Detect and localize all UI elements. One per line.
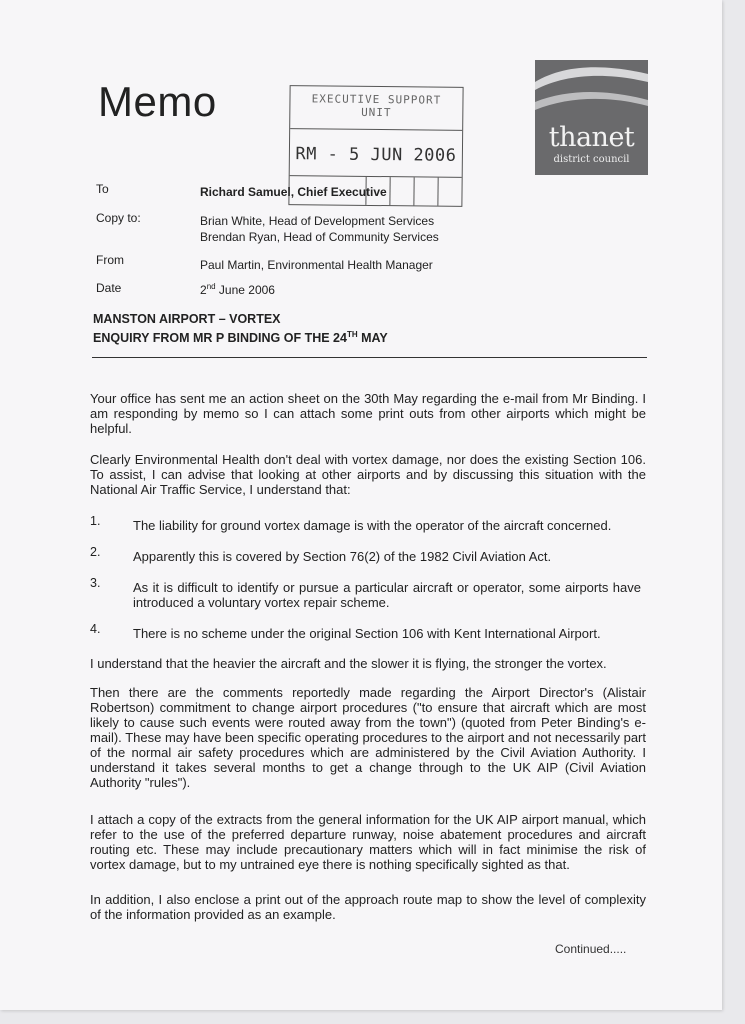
paragraph-6: In addition, I also enclose a print out of the approach route map to show the level of complexity of the information provided as an example. — [90, 892, 646, 922]
to-value: Richard Samuel, Chief Executive — [200, 185, 387, 199]
paragraph-4: Then there are the comments reportedly made regarding the Airport Director's (Alistair Robertson) commitment to change airport procedures ("to ensure that aircraft which are most likely to cause such events were routed away from the town") (quoted from Peter Binding's e-mail). These may have been specific operating procedures to the airport and not necessarily part of the normal air safety procedures which are administered by the Civil Aviation Authority. I understand it takes several months to get a change through to the UK AIP (Civil Aviation Authority "rules"). — [90, 685, 646, 790]
subject-line-2 — [93, 327, 388, 346]
list-item-number: 1. — [90, 514, 101, 528]
stamp-date: RM - 5 JUN 2006 — [295, 144, 457, 166]
from-value: Paul Martin, Environmental Health Manager — [200, 258, 433, 272]
list-item-number: 4. — [90, 622, 101, 636]
date-rest: June 2006 — [215, 283, 275, 297]
stamp-line-2: UNIT — [361, 105, 392, 120]
date-day: 2 — [200, 283, 207, 297]
subject-line-1: MANSTON AIRPORT – VORTEX — [93, 312, 281, 326]
list-item-number: 3. — [90, 576, 101, 590]
copy-to-label: Copy to: — [96, 211, 141, 225]
paragraph-2: Clearly Environmental Health don't deal with vortex damage, nor does the existing Section 106. To assist, I can advise that looking at other airports and by discussing this situation with the National Air Traffic Service, I understand that: — [90, 452, 646, 497]
date-ordinal: nd — [206, 282, 216, 291]
list-item-text: There is no scheme under the original Section 106 with Kent International Airport. — [133, 626, 601, 641]
date-value — [200, 282, 275, 297]
stamp-grid-divider — [413, 177, 414, 205]
paragraph-1: Your office has sent me an action sheet on the 30th May regarding the e-mail from Mr Binding. I am responding by memo so I can attach some print outs from other airports which might be helpful. — [90, 391, 646, 436]
stamp-line-1: EXECUTIVE SUPPORT — [311, 92, 442, 107]
header-divider — [92, 357, 647, 358]
subject — [93, 311, 388, 346]
stamp-grid-divider — [437, 178, 438, 206]
subject-line-2-ordinal: TH — [346, 330, 358, 339]
stamp-grid-divider — [389, 177, 390, 205]
memo-title: Memo — [98, 78, 217, 125]
continued-note: Continued..... — [555, 942, 627, 956]
list-item-text: Apparently this is covered by Section 76(2) of the 1982 Civil Aviation Act. — [133, 549, 552, 564]
to-label: To — [96, 182, 109, 196]
copy-to-value-1: Brian White, Head of Development Services — [200, 214, 435, 228]
logo-subtitle: district council — [553, 154, 630, 165]
date-label: Date — [96, 281, 122, 295]
subject-line-2-text: ENQUIRY FROM MR P BINDING OF THE 24 — [93, 331, 347, 346]
paragraph-5: I attach a copy of the extracts from the general information for the UK AIP airport manual, which refer to the use of the preferred departure runway, noise abatement procedures and aircraft routing etc. These may include precautionary matters which will in fact minimise the risk of vortex damage, but to my untrained eye there is nothing specifically sighted as that. — [90, 812, 646, 872]
list-item-text: The liability for ground vortex damage is with the operator of the aircraft concerned. — [133, 518, 612, 533]
logo-word: thanet — [548, 122, 635, 153]
logo-swoosh-icon — [535, 60, 648, 120]
subject-line-2-end: MAY — [357, 331, 388, 346]
paragraph-3: I understand that the heavier the aircraft and the slower it is flying, the stronger the vortex. — [90, 656, 607, 671]
stamp-rule — [290, 128, 462, 131]
from-label: From — [96, 253, 124, 267]
copy-to-value-2: Brendan Ryan, Head of Community Services — [200, 230, 439, 244]
list-item-text: As it is difficult to identify or pursue a particular aircraft or operator, some airports have introduced a voluntary vortex repair scheme. — [133, 580, 641, 610]
list-item-number: 2. — [90, 545, 101, 559]
thanet-logo — [535, 60, 648, 175]
